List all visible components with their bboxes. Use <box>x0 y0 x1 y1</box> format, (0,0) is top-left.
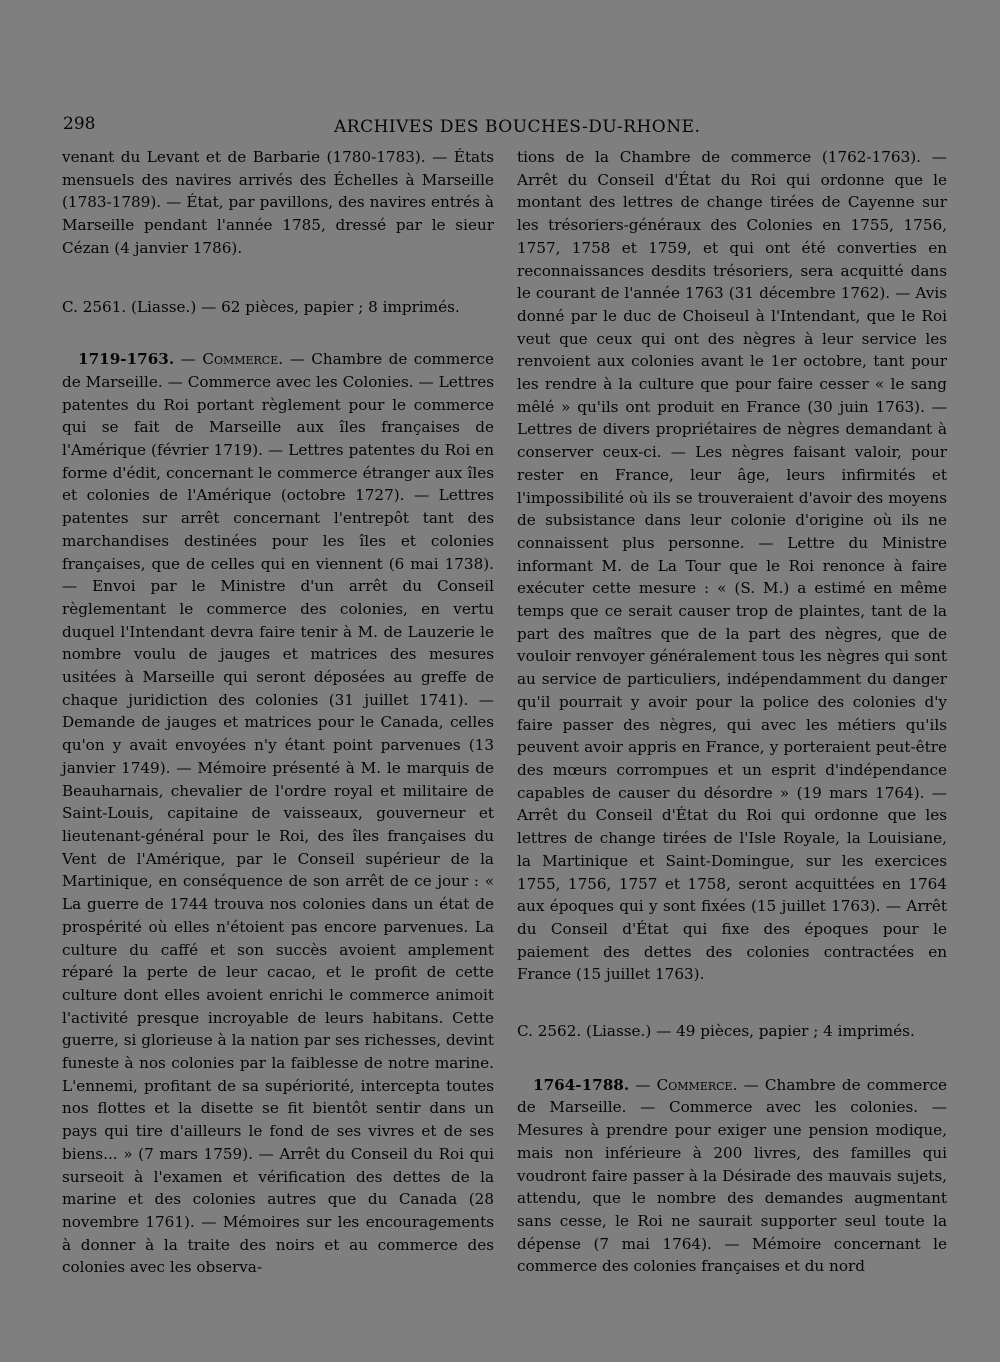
entry-category: Commerce. <box>656 1075 738 1094</box>
running-title: ARCHIVES DES BOUCHES-DU-RHONE. <box>334 117 701 137</box>
entry-dash: — <box>629 1075 657 1094</box>
entry-text: — Chambre de commerce de Marseille. — Commerce avec les colonies. — Mesures à prendre pour exiger une pension modique, mais non inférieure à 200 livres, des familles qui voudront faire passer à la Désirade des mauvais sujets, attendu, que le nombre des demandes augmentant sans cesse, le Roi ne saurait supporter seul toute la dépense (7 mai 1764). — Mémoire concernant le commerce des colonies françaises et du nord <box>517 1075 947 1276</box>
archive-reference: C. 2561. (Liasse.) — 62 pièces, papier ; 8 imprimés. <box>62 297 460 316</box>
left-column <box>62 146 494 1279</box>
continued-entry-text: tions de la Chambre de commerce (1762-1763). — Arrêt du Conseil d'État du Roi qui ordonne que le montant des lettres de change tirées de Cayenne sur les trésoriers-généraux des Colonies en 1755, 1756, 1757, 1758 et 1759, et qui ont été converties en reconnaissances desdits trésoriers, sera acquitté dans le courant de l'année 1763 (31 décembre 1762). — Avis donné par le duc de Choiseul à l'Intendant, que le Roi veut que ceux qui ont des nègres à leur service les renvoient aux colonies avant le 1er octobre, tant pour les rendre à la culture que pour faire cesser « le sang mêlé » qu'ils ont produit en France (30 juin 1763). — Lettres de divers propriétaires de nègres demandant à conserver ceux-ci. — Les nègres faisant valoir, pour rester en France, leur âge, leurs infirmités et l'impossibilité où ils se trouveraient d'avoir des moyens de subsistance dans leur colonie d'origine où ils ne connaissent plus personne. — Lettre du Ministre informant M. de La Tour que le Roi renonce à faire exécuter cette mesure : « (S. M.) a estimé en même temps que ce serait causer trop de plaintes, tant de la part des maîtres que de la part des nègres, que de vouloir renvoyer généralement tous les nègres qui sont au service de particuliers, indépendamment du danger qu'il pourrait y avoir pour la police des colonies d'y faire passer des nègres, qui avec les métiers qu'ils peuvent avoir appris en France, y porteraient peut-être des mœurs corrompues et un esprit d'indépendance capables de causer du désordre » (19 mars 1764). — Arrêt du Conseil d'État du Roi qui ordonne que les lettres de change tirées de l'Isle Royale, la Louisiane, la Martinique et Saint-Domingue, sur les exercices 1755, 1756, 1757 et 1758, seront acquittées en 1764 aux époques qui y sont fixées (15 juillet 1763). — Arrêt du Conseil d'État qui fixe des époques pour le paiement des dettes des colonies contractées en France (15 juillet 1763). <box>517 148 947 984</box>
entry-category: Commerce. <box>202 350 284 369</box>
continued-entry-text: venant du Levant et de Barbarie (1780-1783). — États mensuels des navires arrivés des Échelles à Marseille (1783-1789). — État, par pavillons, des navires entrés à Marseille pendant l'année 1785, dressé par le sieur Cézan (4 janvier 1786). <box>62 148 494 257</box>
page-number: 298 <box>63 114 96 134</box>
archive-entry <box>517 1074 947 1278</box>
archive-reference: C. 2562. (Liasse.) — 49 pièces, papier ; 4 imprimés. <box>517 1022 915 1041</box>
entry-dates: 1764-1788. <box>533 1075 630 1094</box>
entry-dash: — <box>174 350 203 369</box>
entry-dates: 1719-1763. <box>78 350 175 369</box>
archive-entry <box>62 348 494 1279</box>
right-column <box>517 146 947 1278</box>
entry-text: — Chambre de commerce de Marseille. — Commerce avec les Colonies. — Lettres patentes du Roi portant règlement pour le commerce qui se fait de Marseille aux îles françaises de l'Amérique (février 1719). — Lettres patentes du Roi en forme d'édit, concernant le commerce étranger aux îles et colonies de l'Amérique (octobre 1727). — Lettres patentes sur arrêt concernant l'entrepôt tant des marchandises destinées pour les îles et colonies françaises, que de celles qui en viennent (6 mai 1738). — Envoi par le Ministre d'un arrêt du Conseil règlementant le commerce des colonies, en vertu duquel l'Intendant devra faire tenir à M. de Lauzerie le nombre voulu de jauges et matrices des mesures usitées à Marseille qui seront déposées au greffe de chaque juridiction des colonies (31 juillet 1741). — Demande de jauges et matrices pour le Canada, celles qu'on y avait envoyées n'y étant point parvenues (13 janvier 1749). — Mémoire présenté à M. le marquis de Beauharnais, chevalier de l'ordre royal et militaire de Saint-Louis, capitaine de vaisseaux, gouverneur et lieutenant-général pour le Roi, des îles françaises du Vent de l'Amérique, par le Conseil supérieur de la Martinique, en conséquence de son arrêt de ce jour : « La guerre de 1744 trouva nos colonies dans un état de prospérité où elles n'étoient pas encore parvenues. La culture du caffé et son succès avoient amplement réparé la perte de leur cacao, et le profit de cette culture dont elles avoient enrichi le commerce animoit l'activité presque incroyable de leurs habitans. Cette guerre, si glorieuse à la nation par ses richesses, devint funeste à nos colonies par la faiblesse de notre marine. L'ennemi, profitant de sa supériorité, intercepta toutes nos flottes et la disette se fit bientôt sentir dans un pays qui tire d'ailleurs le fond de ses vivres et de ses biens... » (7 mars 1759). — Arrêt du Conseil du Roi qui surseoit à l'examen et vérification des dettes de la marine et des colonies autres que du Canada (28 novembre 1761). — Mémoires sur les encouragements à donner à la traite des noirs et au commerce des colonies avec les observa- <box>62 350 495 1277</box>
